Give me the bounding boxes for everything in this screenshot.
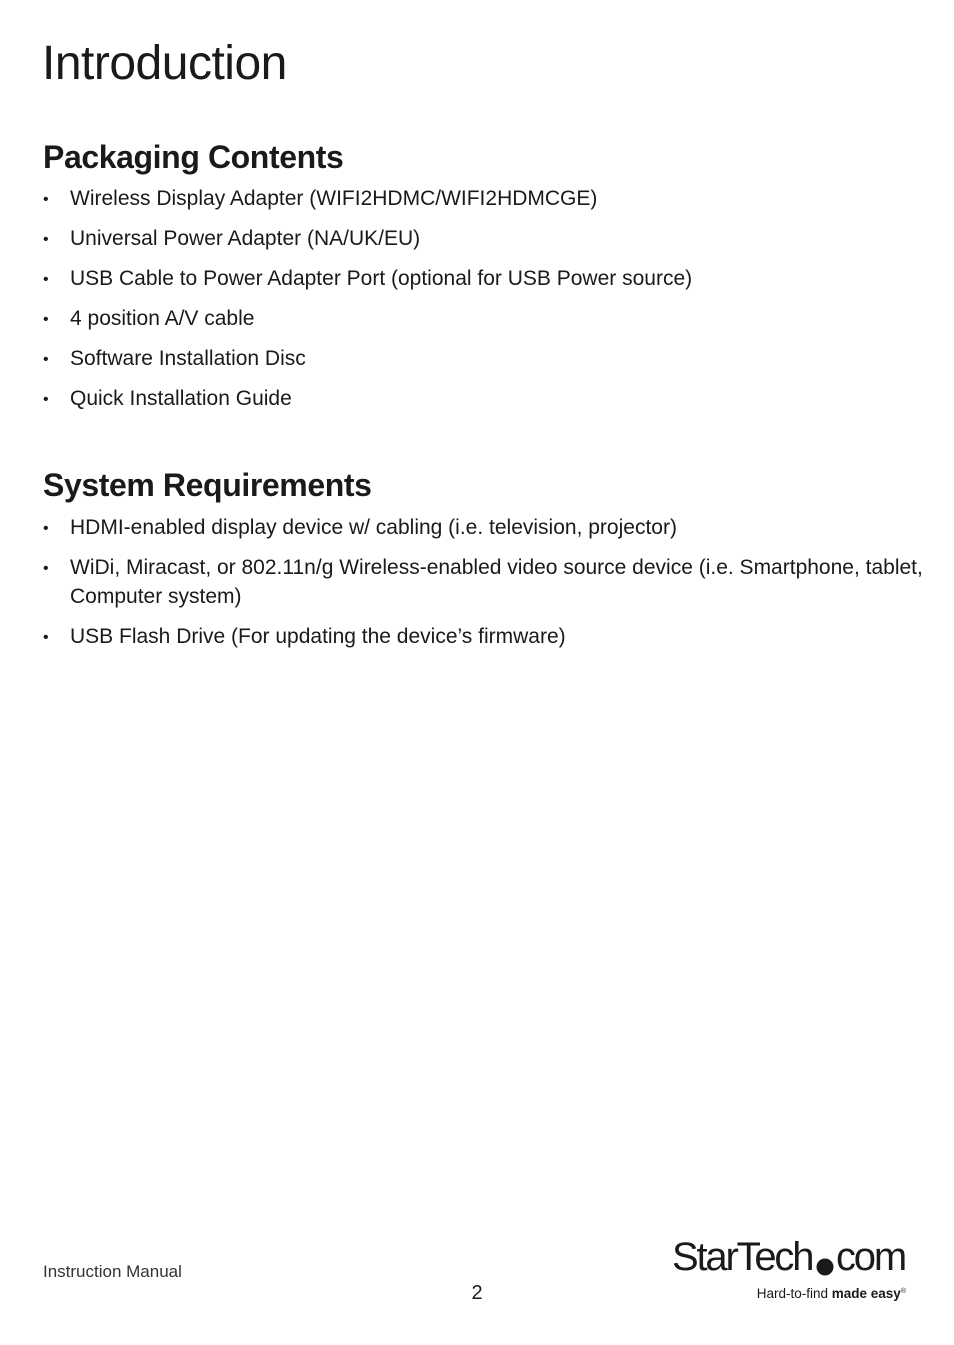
list-item: [43, 304, 923, 333]
bullet-icon: •: [43, 520, 49, 537]
startech-logo: [670, 1232, 910, 1304]
logo-brand-text: StarTech: [672, 1235, 813, 1279]
bullet-icon: •: [43, 191, 49, 208]
list-item-text: WiDi, Miracast, or 802.11n/g Wireless-enabled video source device (i.e. Smartphone, tablet, Computer system): [70, 556, 923, 608]
logo-registered-mark: ®: [900, 1288, 906, 1295]
list-item: [43, 344, 923, 373]
system-requirements-list: [43, 513, 923, 662]
bullet-icon: •: [43, 351, 49, 368]
startech-logo-graphic: [670, 1232, 910, 1304]
logo-dot-icon: [817, 1259, 834, 1276]
bullet-icon: •: [43, 231, 49, 248]
bullet-icon: •: [43, 271, 49, 288]
logo-tagline: [757, 1286, 907, 1301]
list-item-text: Universal Power Adapter (NA/UK/EU): [70, 227, 421, 250]
packaging-contents-list: [43, 184, 923, 424]
logo-domain-text: com: [836, 1235, 905, 1279]
list-item: [43, 224, 923, 253]
system-requirements-heading: System Requirements: [43, 467, 372, 503]
list-item: [43, 264, 923, 293]
footer-document-label: Instruction Manual: [43, 1262, 182, 1281]
bullet-icon: •: [43, 391, 49, 408]
bullet-icon: •: [43, 560, 49, 577]
list-item-text: 4 position A/V cable: [70, 307, 255, 330]
bullet-icon: •: [43, 629, 49, 646]
list-item-text: Quick Installation Guide: [70, 387, 292, 410]
list-item-text: Software Installation Disc: [70, 347, 306, 370]
page-number: 2: [471, 1282, 483, 1304]
list-item-text: Wireless Display Adapter (WIFI2HDMC/WIFI2HDMCGE): [70, 187, 598, 210]
list-item: [43, 184, 923, 213]
list-item-text: HDMI-enabled display device w/ cabling (i.e. television, projector): [70, 516, 677, 539]
logo-tagline-regular: Hard-to-find: [756, 1286, 832, 1301]
packaging-contents-heading: Packaging Contents: [43, 139, 344, 175]
list-item: [43, 384, 923, 413]
page-title: Introduction: [42, 37, 287, 90]
list-item-text: USB Flash Drive (For updating the device’s firmware): [70, 625, 566, 648]
logo-tagline-bold: made easy: [831, 1286, 901, 1301]
bullet-icon: •: [43, 311, 49, 328]
list-item: [43, 622, 923, 651]
list-item-text: USB Cable to Power Adapter Port (optional for USB Power source): [70, 267, 693, 290]
list-item: [43, 513, 923, 542]
list-item: [43, 553, 923, 611]
